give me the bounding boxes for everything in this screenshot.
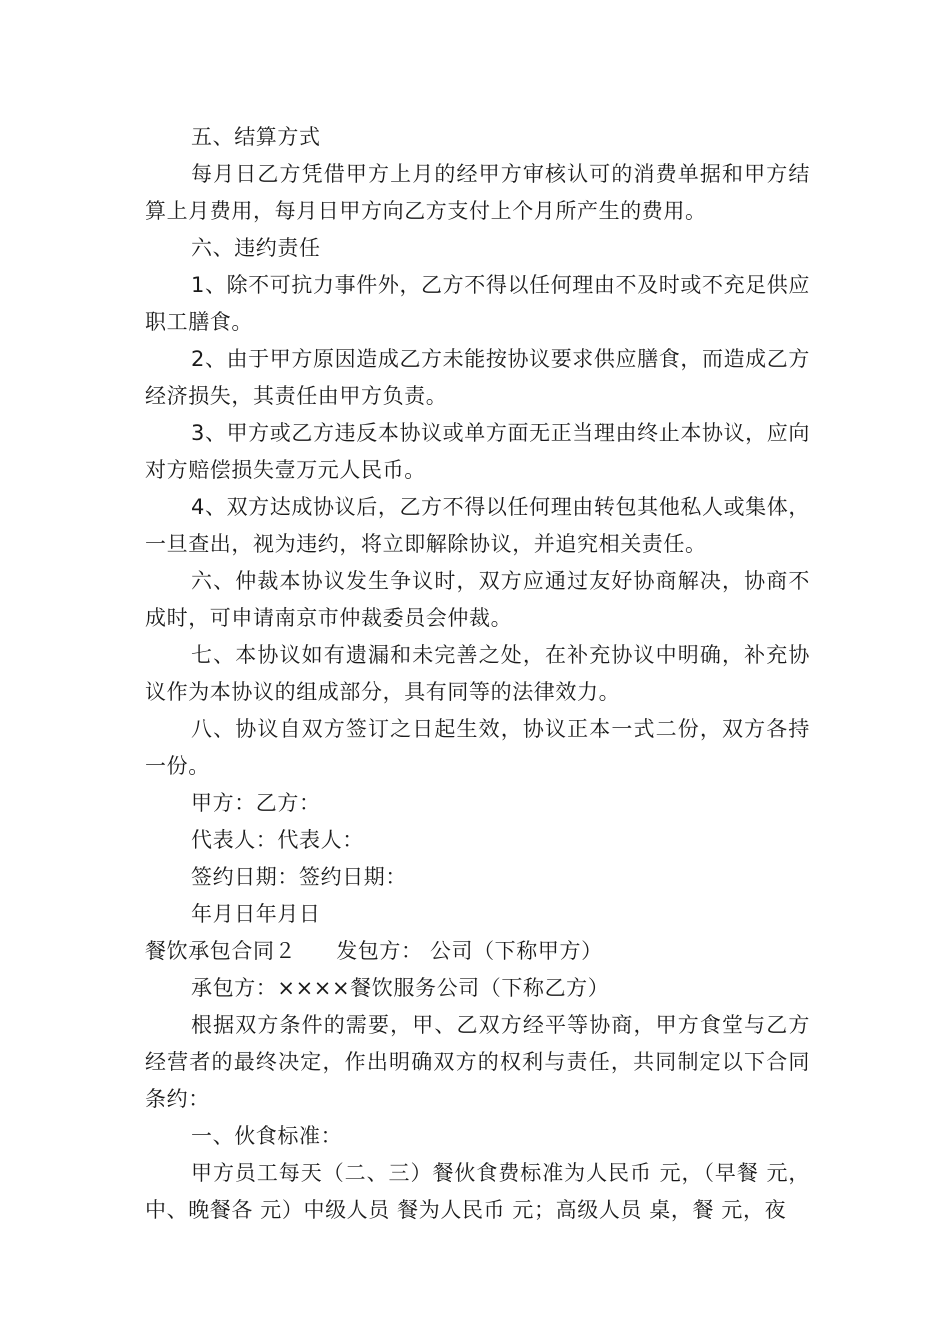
contract2-party-b: 承包方：××××餐饮服务公司（下称乙方） (191, 976, 610, 1000)
contract2-preamble: 根据双方条件的需要，甲、乙双方经平等协商，甲方食堂与乙方经营者的最终决定，作出明确双方的权利与责任，共同制定以下合同条约： (145, 1013, 810, 1111)
paragraph-arbitration: 六、仲裁本协议发生争议时，双方应通过友好协商解决，协商不成时，可申请南京市仲裁委员会仲裁。 (145, 569, 810, 630)
paragraph-effective: 八、协议自双方签订之日起生效，协议正本一式二份，双方各持一份。 (145, 717, 810, 778)
paragraph-supplement: 七、本协议如有遗漏和未完善之处，在补充协议中明确，补充协议作为本协议的组成部分，具有同等的法律效力。 (145, 643, 810, 704)
contract2-title-line (145, 933, 810, 970)
section-heading-settlement: 五、结算方式 (191, 125, 321, 149)
paragraph-settlement: 每月日乙方凭借甲方上月的经甲方审核认可的消费单据和甲方结算上月费用，每月日甲方向乙方支付上个月所产生的费用。 (145, 162, 810, 223)
paragraph-liability-3: 3、甲方或乙方违反本协议或单方面无正当理由终止本协议，应向对方赔偿损失壹万元人民币。 (145, 421, 810, 482)
paragraph-liability-4: 4、双方达成协议后，乙方不得以任何理由转包其他私人或集体，一旦查出，视为违约，将立即解除协议，并追究相关责任。 (145, 495, 810, 556)
section-heading-liability: 六、违约责任 (191, 236, 321, 260)
signature-representatives: 代表人：代表人： (191, 828, 364, 852)
contract2-party-a: 发包方： 公司（下称甲方） (336, 939, 603, 963)
contract2-title: 餐饮承包合同２ (145, 939, 297, 963)
paragraph-liability-2: 2、由于甲方原因造成乙方未能按协议要求供应膳食，而造成乙方经济损失，其责任由甲方负责。 (145, 347, 810, 408)
signature-dates: 签约日期：签约日期： (191, 865, 407, 889)
paragraph-liability-1: 1、除不可抗力事件外，乙方不得以任何理由不及时或不充足供应职工膳食。 (145, 273, 810, 334)
signature-date-blanks: 年月日年月日 (191, 902, 321, 926)
signature-parties: 甲方：乙方： (191, 791, 321, 815)
contract2-section1-text: 甲方员工每天（二、三）餐伙食费标准为人民币 元，（早餐 元，中、晚餐各 元）中级人员 餐为人民币 元；高级人员 桌，餐 元，夜 (145, 1161, 810, 1222)
contract2-section1-heading: 一、伙食标准： (191, 1124, 343, 1148)
